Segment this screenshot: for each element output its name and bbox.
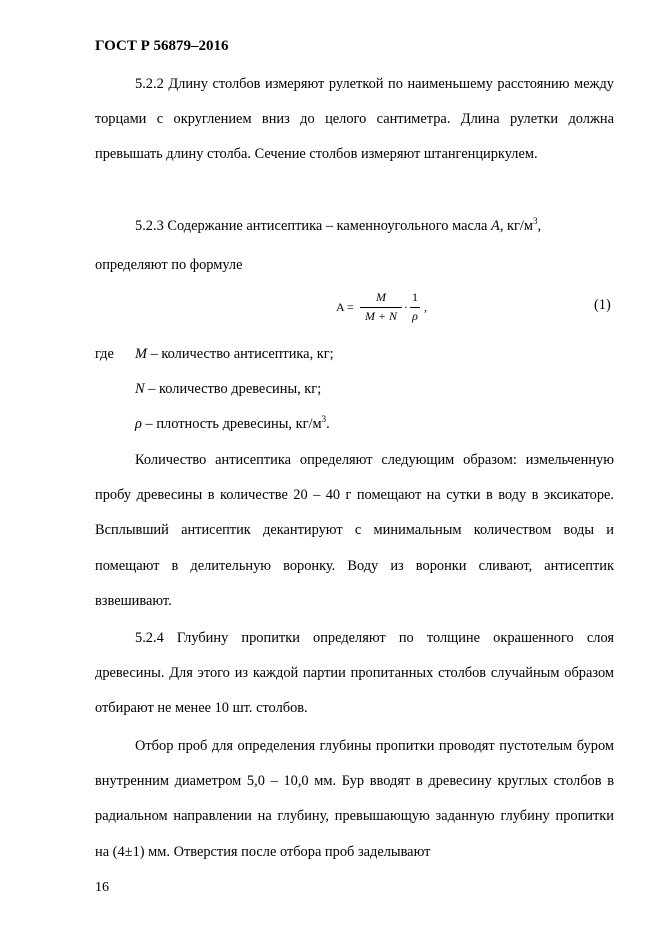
rho-unit-exponent: 3	[321, 414, 327, 424]
unit-text: , кг/м	[499, 218, 534, 234]
paragraph-5-2-3	[95, 209, 614, 244]
paragraph-antiseptic-amount: Количество антисептика определяют следующим образом: измельченную пробу древесины в количестве 20 – 40 г помещают на сутки в воду в эксикаторе. Всплывший антисептик декантируют с минимальным количеством воды и помещают в делительную воронку. Воду из воронки сливают, антисептик взвешивают.	[95, 452, 614, 609]
paragraph-sampling: Отбор проб для определения глубины пропитки проводят пустотелым буром внутренним диаметром 5,0 – 10,0 мм. Бур вводят в древесину круглых столбов в радиальном направлении на глубину, превышающую заданную глубину пропитки на (4±1) мм. Отверстия после отбора проб заделывают	[95, 738, 614, 860]
paragraph-end: ,	[537, 218, 542, 234]
where-item-n-text: – количество древесины, кг;	[144, 381, 322, 397]
where-item-m	[135, 344, 334, 364]
document-header: ГОСТ Р 56879–2016	[95, 38, 229, 54]
paragraph-5-2-4: 5.2.4 Глубину пропитки определяют по толщине окрашенного слоя древесины. Для этого из каждой партии пропитанных столбов случайным образом отбирают не менее 10 шт. столбов.	[95, 630, 614, 717]
where-item-m-text: – количество антисептика, кг;	[147, 346, 334, 362]
formula-dot: ·	[404, 300, 408, 314]
fraction-2-numerator: 1	[412, 290, 418, 304]
fraction-1-numerator	[360, 290, 402, 305]
equation-number: (1)	[594, 297, 611, 313]
fraction-1-denominator	[360, 309, 402, 324]
formula-num1: M	[376, 290, 386, 304]
where-item-rho-end: .	[326, 416, 330, 432]
formula-den1: M + N	[364, 309, 398, 323]
fraction-1-bar	[360, 307, 402, 308]
formula-den2: ρ	[412, 309, 418, 323]
var-m: M	[135, 346, 147, 362]
paragraph-5-2-2: 5.2.2 Длину столбов измеряют рулеткой по наименьшему расстоянию между торцами с округлением вниз до целого сантиметра. Длина рулетки должна превышать длину столба. Сечение столбов измеряют штангенциркулем.	[95, 76, 614, 163]
fraction-2-denominator	[410, 309, 420, 324]
page-number: 16	[95, 880, 109, 895]
where-item-n	[135, 379, 321, 399]
where-item-rho	[135, 414, 330, 434]
formula-1	[336, 290, 446, 326]
paragraph-5-2-3-line2: определяют по формуле	[95, 257, 243, 273]
var-rho: ρ	[135, 416, 142, 432]
var-a: A	[491, 218, 500, 234]
unit-exponent: 3	[533, 216, 538, 226]
fraction-2-bar	[410, 307, 420, 308]
paragraph-5-2-3-text: 5.2.3 Содержание антисептика – каменноугольного масла	[135, 218, 492, 234]
where-label: где	[95, 346, 114, 362]
var-n: N	[135, 381, 145, 397]
formula-lhs: A =	[336, 300, 354, 314]
formula-tail: ,	[424, 300, 427, 314]
where-item-rho-text: – плотность древесины, кг/м	[141, 416, 322, 432]
